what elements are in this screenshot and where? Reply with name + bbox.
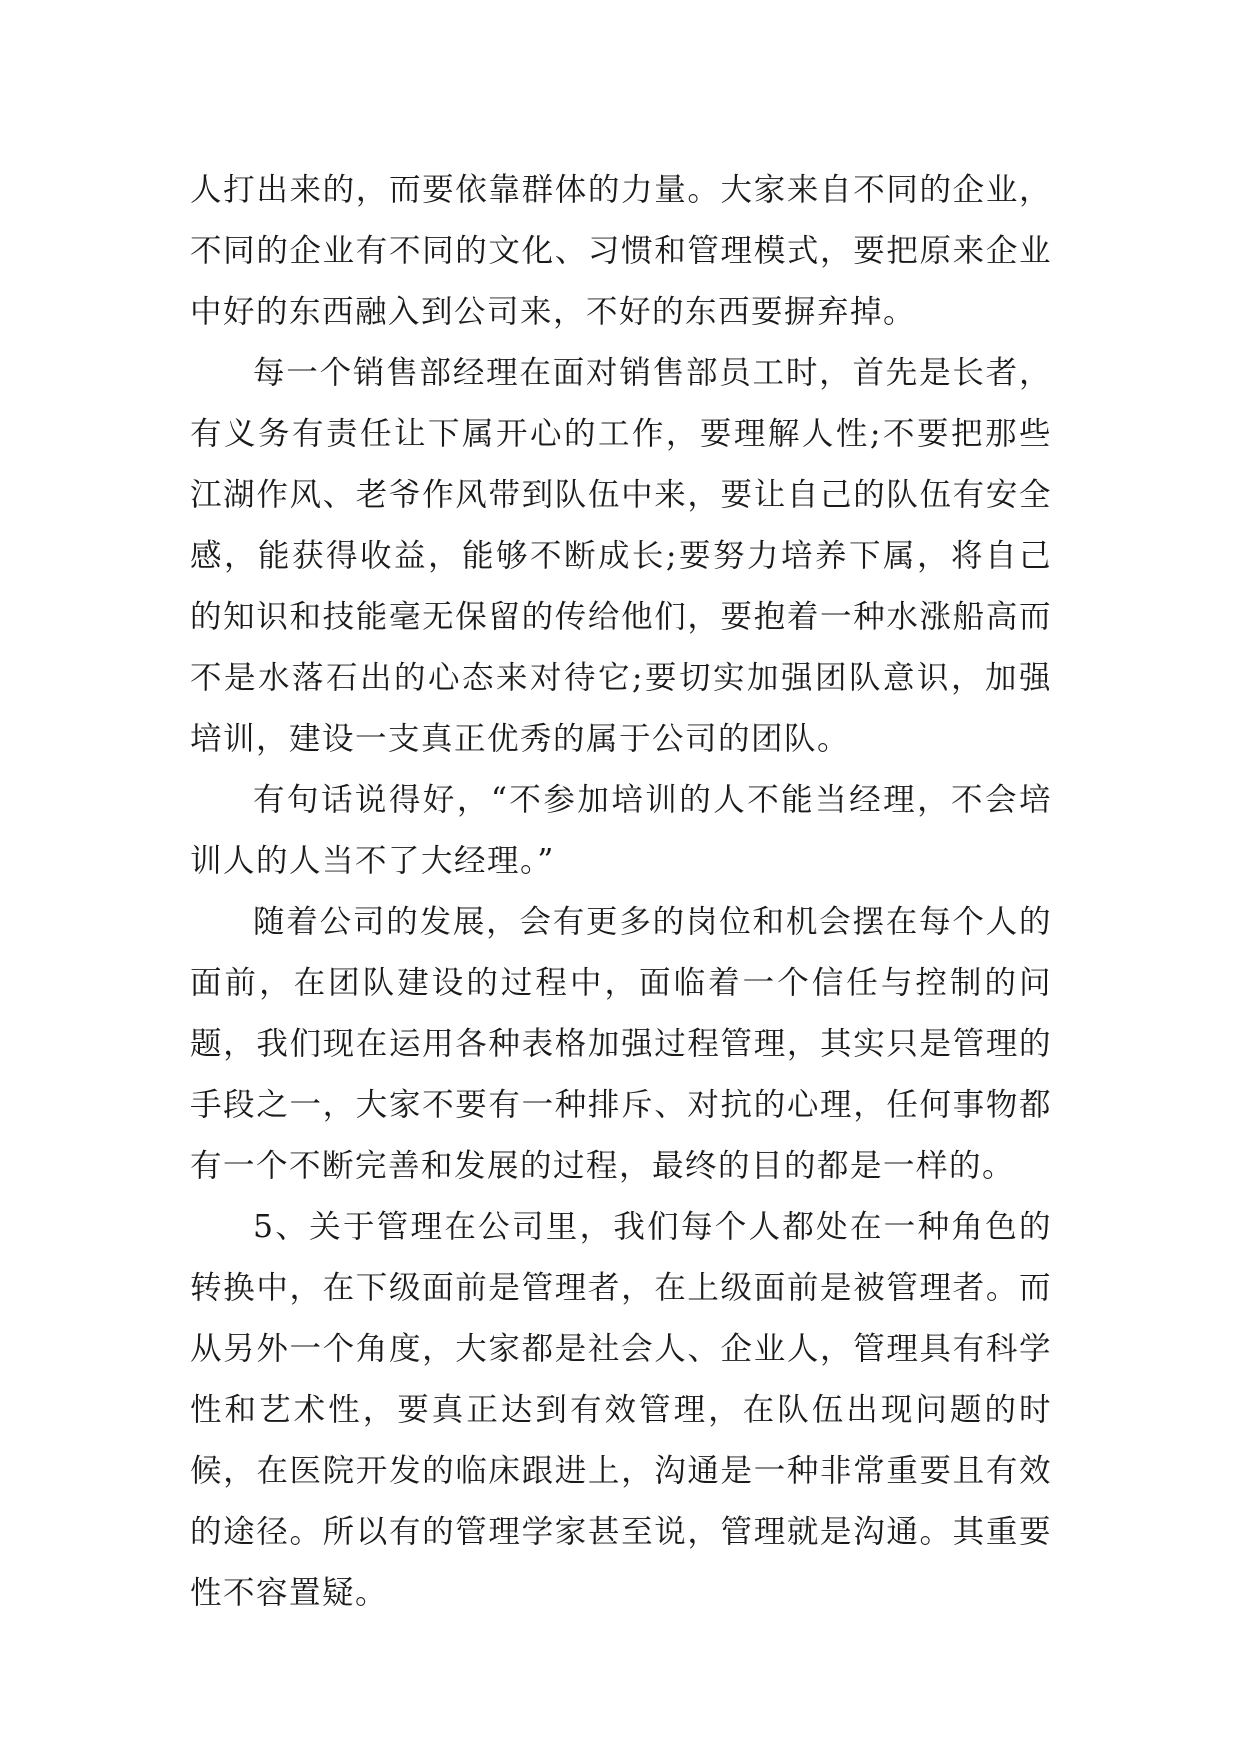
document-body — [190, 160, 1052, 1624]
paragraph-continuation: 人打出来的，而要依靠群体的力量。大家来自不同的企业，不同的企业有不同的文化、习惯和管理模式，要把原来企业中好的东西融入到公司来，不好的东西要摒弃掉。 — [190, 172, 1052, 330]
paragraph-saying: 有句话说得好，“不参加培训的人不能当经理，不会培训人的人当不了大经理。” — [190, 782, 1052, 879]
paragraph-sales-manager: 每一个销售部经理在面对销售部员工时，首先是长者，有义务有责任让下属开心的工作，要理解人性;不要把那些江湖作风、老爷作风带到队伍中来，要让自己的队伍有安全感，能获得收益，能够不断成长;要努力培养下属，将自己的知识和技能毫无保留的传给他们，要抱着一种水涨船高而不是水落石出的心态来对待它;要切实加强团队意识，加强培训，建设一支真正优秀的属于公司的团队。 — [190, 355, 1052, 757]
paragraph-management: 5、关于管理在公司里，我们每个人都处在一种角色的转换中，在下级面前是管理者，在上级面前是被管理者。而从另外一个角度，大家都是社会人、企业人，管理具有科学性和艺术性，要真正达到有效管理，在队伍出现问题的时候，在医院开发的临床跟进上，沟通是一种非常重要且有效的途径。所以有的管理学家甚至说，管理就是沟通。其重要性不容置疑。 — [190, 1209, 1052, 1611]
paragraph-company-development: 随着公司的发展，会有更多的岗位和机会摆在每个人的面前，在团队建设的过程中，面临着一个信任与控制的问题，我们现在运用各种表格加强过程管理，其实只是管理的手段之一，大家不要有一种排斥、对抗的心理，任何事物都有一个不断完善和发展的过程，最终的目的都是一样的。 — [190, 904, 1052, 1184]
